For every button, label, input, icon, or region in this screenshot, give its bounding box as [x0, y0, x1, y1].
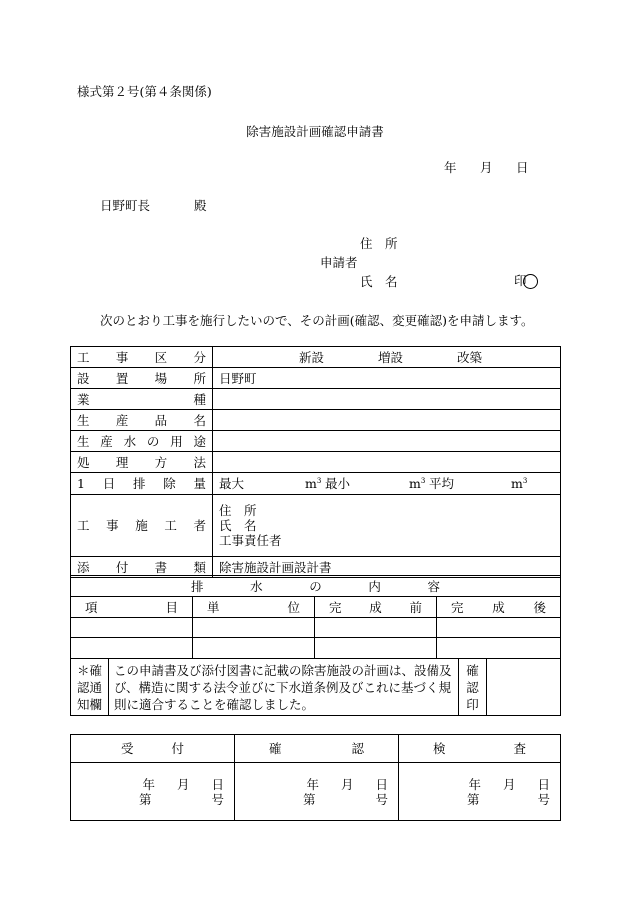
contractor-address-label: 住 所	[219, 503, 257, 518]
label-industry: 業 種	[77, 391, 206, 407]
confirmation-row	[71, 659, 561, 716]
max-unit: $m^3$	[305, 476, 322, 491]
seal	[514, 273, 538, 289]
receipt-header-row	[71, 735, 561, 763]
avg-unit: $m^3$	[511, 476, 528, 491]
location-value: 日野町	[213, 368, 561, 389]
label-location: 設 置 場 所	[77, 370, 206, 386]
label-product: 生 産 品 名	[77, 412, 206, 428]
option-renovate: 改築	[456, 349, 482, 365]
work-category-options	[219, 350, 554, 365]
confirmation-seal-box	[487, 659, 561, 716]
industry-value	[213, 389, 561, 410]
document-title: 除害施設計画確認申請書	[246, 124, 384, 139]
drain-row-2	[71, 638, 561, 659]
col-unit: 単 位	[207, 599, 300, 615]
confirmation-table	[70, 658, 561, 716]
row-work-category	[71, 347, 561, 368]
option-expand: 増設	[377, 349, 403, 365]
label-contractor: 工 事 施 工 者	[77, 518, 206, 533]
receipt-cell-confirmed: 年 月 日 第 号	[235, 763, 399, 821]
receipt-table	[70, 734, 561, 821]
applicant-label: 申請者	[320, 255, 358, 270]
receipt-cell-inspected: 年 月 日 第 号	[399, 763, 561, 821]
drain-row-1	[71, 618, 561, 638]
date-month: 月	[480, 160, 493, 175]
intro-text: 次のとおり工事を施行したいので、その計画(確認、変更確認)を申請します。	[100, 313, 534, 328]
row-industry	[71, 389, 561, 410]
seal-label: 印	[514, 273, 527, 288]
label-work-category: 工 事 区 分	[77, 349, 206, 365]
drain-heading-row	[71, 576, 561, 597]
row-water-use	[71, 431, 561, 452]
attachments-value: 除害施設計画設計書	[213, 557, 561, 578]
col-item: 項 目	[85, 599, 178, 615]
label-water-use: 生 産 水 の 用 途	[77, 433, 206, 449]
receipt-col-received: 受 付	[121, 741, 184, 756]
product-value	[213, 410, 561, 431]
option-new: 新設	[299, 349, 325, 365]
receipt-body-row	[71, 763, 561, 821]
seal-circle-icon	[523, 274, 538, 289]
confirmation-label: ＊確 認通 知欄	[71, 659, 109, 716]
receipt-col-confirmed: 確 認	[269, 741, 364, 756]
confirmation-seal-label: 確 認 印	[459, 659, 487, 716]
receipt-col-inspected: 検 査	[433, 741, 526, 756]
col-before: 完 成 前	[329, 599, 422, 615]
drain-heading: 排 水 の 内 容	[191, 578, 440, 594]
applicant-name-label: 氏 名	[360, 274, 398, 289]
applicant-address-label: 住 所	[360, 236, 398, 251]
addressee-honorific: 殿	[194, 198, 207, 213]
daily-discharge-values	[219, 476, 554, 491]
contractor-manager-label: 工事責任者	[219, 533, 282, 548]
drain-table	[70, 575, 561, 659]
row-method	[71, 452, 561, 473]
min-label: 最小	[325, 476, 351, 491]
label-attachments: 添 付 書 類	[77, 559, 206, 575]
receipt-cell-received: 年 月 日 第 号	[71, 763, 235, 821]
row-daily-discharge	[71, 473, 561, 495]
avg-label: 平均	[429, 476, 455, 491]
label-daily-discharge: 1 日 排 除 量	[77, 476, 206, 491]
application-table	[70, 346, 561, 578]
method-value	[213, 452, 561, 473]
max-label: 最大	[219, 476, 245, 491]
row-location	[71, 368, 561, 389]
drain-header-row	[71, 597, 561, 618]
date-year: 年	[444, 160, 457, 175]
min-unit: $m^3$	[409, 476, 426, 491]
addressee-name: 日野町長	[100, 198, 151, 213]
contractor-name-label: 氏 名	[219, 518, 257, 533]
label-method: 処 理 方 法	[77, 454, 206, 470]
confirmation-text: この申請書及び添付図書に記載の除害施設の計画は、設備及び、構造に関する法令並びに下水道条例及びこれに基づく規則に適合することを確認しました。	[109, 659, 459, 716]
form-number: 様式第２号(第４条関係)	[77, 84, 212, 99]
row-contractor	[71, 495, 561, 557]
col-after: 完 成 後	[451, 599, 546, 615]
row-product	[71, 410, 561, 431]
water-use-value	[213, 431, 561, 452]
date-day: 日	[516, 160, 529, 175]
